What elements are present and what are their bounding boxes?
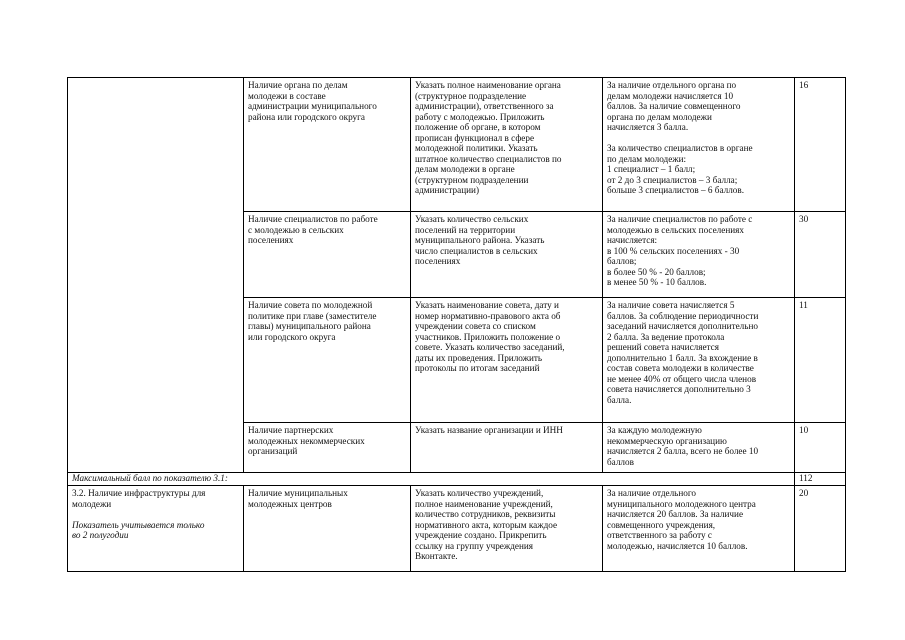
summary-row <box>68 473 846 486</box>
table-cell-indicator: Наличие партнерских молодежных некоммерческих организаций <box>244 423 411 473</box>
table-cell-indicator: Наличие специалистов по работе с молодежью в сельских поселениях <box>244 212 411 298</box>
table-cell-max-score: 20 <box>795 486 846 572</box>
summary-label: Максимальный балл по показателю 3.1: <box>68 473 795 486</box>
summary-value: 112 <box>795 473 846 486</box>
table-row <box>68 486 846 572</box>
table-cell-requirement: Указать название организации и ИНН <box>411 423 603 473</box>
table-cell-requirement: Указать количество сельских поселений на территории муниципального района. Указать число специалистов в сельских поселениях <box>411 212 603 298</box>
table-cell-scoring: За каждую молодежную некоммерческую организацию начисляется 2 балла, всего не более 10 баллов <box>603 423 795 473</box>
table-cell-requirement: Указать полное наименование органа (структурное подразделение администрации), ответственного за работу с молодежью. Приложить положение об органе, в котором прописан функционал в сфере молодежной политики. Указать штатное количество специалистов по делам молодежи в органе (структурном подразделении администрации) <box>411 78 603 212</box>
table-cell-scoring: За наличие совета начисляется 5 баллов. За соблюдение периодичности заседаний начисляется дополнительно 2 балла. За ведение протокола решений совета начисляется дополнительно 1 балл. За вхождение в состав совета молодежи в количестве не менее 40% от общего числа членов совета начисляется дополнительно 3 балла. <box>603 298 795 423</box>
table-cell-max-score: 30 <box>795 212 846 298</box>
table-cell-max-score: 10 <box>795 423 846 473</box>
table-cell-indicator: Наличие совета по молодежной политике при главе (заместителе главы) муниципального района или городского округа <box>244 298 411 423</box>
section-title: 3.2. Наличие инфраструктуры для молодежи <box>72 488 206 509</box>
criteria-table <box>67 77 846 572</box>
table-cell-requirement: Указать наименование совета, дату и номер нормативно-правового акта об учреждении совета со списком участников. Приложить положение о совете. Указать количество заседаний, даты их проведения. Приложить протоколы по итогам заседаний <box>411 298 603 423</box>
table-cell-max-score: 11 <box>795 298 846 423</box>
table-cell-scoring: За наличие отдельного муниципального молодежного центра начисляется 20 баллов. За наличие совмещенного учреждения, ответственного за работу с молодежью, начисляется 10 баллов. <box>603 486 795 572</box>
table-cell-scoring: За наличие отдельного органа по делам молодежи начисляется 10 баллов. За наличие совмещенного органа по делам молодежи начисляется 3 балла. За количество специалистов в органе по делам молодежи: 1 специалист – 1 балл; от 2 до 3 специалистов – 3 балла; больше 3 специалистов – 6 баллов. <box>603 78 795 212</box>
table-cell-requirement: Указать количество учреждений, полное наименование учреждений, количество сотрудников, реквизиты нормативного акта, которым каждое учреждение создано. Прикрепить ссылку на группу учреждения Вконтакте. <box>411 486 603 572</box>
table-row <box>68 78 846 212</box>
section-cell <box>68 486 244 572</box>
table-cell-scoring: За наличие специалистов по работе с молодежью в сельских поселениях начисляется: в 100 % сельских поселениях - 30 баллов; в более 50 % - 20 баллов; в менее 50 % - 10 баллов. <box>603 212 795 298</box>
table-cell-indicator: Наличие органа по делам молодежи в составе администрации муниципального района или городского округа <box>244 78 411 212</box>
table-cell-max-score: 16 <box>795 78 846 212</box>
table-cell-section <box>68 78 244 473</box>
section-note: Показатель учитывается только во 2 полугодии <box>72 519 205 540</box>
table-cell-indicator: Наличие муниципальных молодежных центров <box>244 486 411 572</box>
